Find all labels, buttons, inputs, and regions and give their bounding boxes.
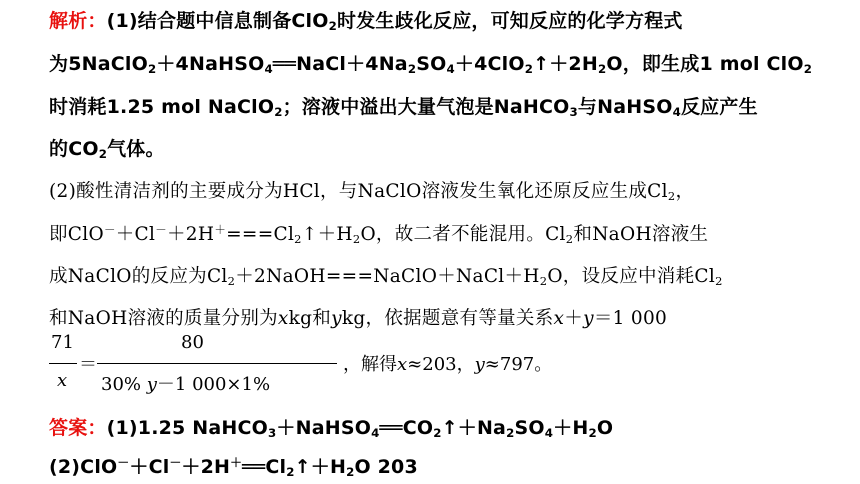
subscript: 4 (544, 425, 554, 440)
analysis-text: ＋4NaHSO (156, 53, 265, 75)
subscript: 2 (524, 61, 534, 76)
superscript: － (169, 455, 182, 470)
analysis-text: (1)结合题中信息制备ClO (106, 10, 329, 32)
variable-y: y (474, 354, 485, 375)
answer-text: O 203 (354, 456, 418, 478)
fraction-2-bar (97, 363, 337, 364)
solution-part: ，解得 (343, 354, 397, 375)
subscript: 2 (565, 231, 574, 246)
analysis-text: 成NaClO的反应为Cl (49, 266, 228, 287)
superscript: － (103, 222, 116, 237)
subscript: 2 (294, 231, 302, 246)
answer-text: ＋NaHSO (276, 417, 372, 439)
answer-text: ＋H (553, 417, 589, 439)
variable-x: x (553, 308, 565, 329)
solution-part: ≈203， (407, 354, 475, 375)
subscript: 2 (286, 464, 295, 479)
answer-text: O (596, 417, 614, 439)
analysis-text: ；溶液中溢出大量气泡是NaHCO (282, 96, 570, 118)
subscript: 2 (98, 146, 108, 161)
fraction-2-denominator (101, 370, 270, 396)
variable-y: y (331, 308, 342, 329)
analysis-text: SO (416, 53, 447, 75)
analysis-text: ＋4ClO (454, 53, 525, 75)
subscript: 2 (715, 273, 723, 288)
subscript: 2 (433, 425, 442, 440)
solution-part: ≈797。 (484, 354, 553, 375)
analysis-text: 为5NaClO (49, 53, 148, 75)
analysis-text: ===Cl (226, 224, 295, 245)
analysis-line-7 (49, 262, 723, 288)
fraction-1-denominator: x (57, 370, 68, 391)
subscript: 2 (803, 61, 813, 76)
variable-y: y (146, 374, 157, 395)
analysis-line-5 (49, 177, 694, 203)
analysis-text: ， (675, 181, 695, 202)
analysis-text: ↑＋2H (533, 53, 598, 75)
answer-text: SO (514, 417, 545, 439)
analysis-line-3 (49, 92, 758, 119)
answer-line-2 (49, 452, 418, 479)
solution-text (343, 350, 552, 376)
subscript: 2 (407, 61, 417, 76)
superscript: － (155, 222, 167, 237)
subscript: 3 (569, 104, 578, 119)
subscript: 2 (506, 425, 515, 440)
analysis-line-8 (49, 304, 667, 330)
analysis-text: 和NaOH溶液生 (573, 224, 709, 245)
analysis-line-1 (49, 6, 683, 33)
analysis-text: kg和 (288, 308, 332, 329)
analysis-text: 时发生歧化反应，可知反应的化学方程式 (337, 10, 683, 32)
subscript: 2 (588, 425, 597, 440)
analysis-text: 与NaHSO (577, 96, 673, 118)
subscript: 3 (268, 425, 277, 440)
analysis-text: kg，依据题意有等量关系 (341, 308, 554, 329)
analysis-text: ＋2NaOH===NaClO＋NaCl＋H (235, 266, 540, 287)
subscript: 2 (346, 464, 355, 479)
fraction-1-numerator: 71 (51, 332, 74, 353)
analysis-text: 气体。 (107, 138, 165, 160)
answer-text: (2)ClO (49, 456, 118, 478)
analysis-text: ↑＋H (301, 224, 353, 245)
analysis-text: 时消耗1.25 mol NaClO (49, 96, 275, 118)
subscript: 2 (274, 104, 283, 119)
subscript: 2 (597, 61, 607, 76)
analysis-text: ＋2H (167, 224, 215, 245)
subscript: 4 (371, 425, 380, 440)
denominator-text: 30% (101, 374, 147, 395)
answer-label: 答案： (49, 417, 107, 439)
analysis-line-4 (49, 134, 165, 161)
subscript: 2 (352, 231, 361, 246)
superscript: － (117, 455, 130, 470)
answer-text: ══CO (379, 417, 434, 439)
denominator-text: －1 000×1% (156, 374, 271, 395)
fraction-equation (49, 330, 569, 400)
analysis-text: 即ClO (49, 224, 104, 245)
subscript: 2 (147, 61, 157, 76)
analysis-label: 解析： (49, 10, 107, 32)
superscript: ＋ (214, 222, 227, 237)
fraction-2-numerator: 80 (181, 332, 204, 353)
analysis-text: O，设反应中消耗Cl (547, 266, 716, 287)
superscript: ＋ (230, 455, 243, 470)
analysis-text: ══NaCl＋4Na (272, 53, 408, 75)
subscript: 2 (539, 273, 548, 288)
variable-x: x (397, 354, 408, 375)
answer-line-1 (49, 413, 613, 440)
subscript: 2 (227, 273, 236, 288)
subscript: 4 (264, 61, 273, 76)
analysis-text: ＋ (564, 308, 584, 329)
analysis-text: (2)酸性清洁剂的主要成分为HCl，与NaClO溶液发生氧化还原反应生成Cl (49, 181, 668, 202)
analysis-text: 的CO (49, 138, 99, 160)
analysis-text: O，故二者不能混用。Cl (360, 224, 566, 245)
answer-text: ══Cl (242, 456, 287, 478)
answer-text: (1)1.25 NaHCO (106, 417, 269, 439)
analysis-line-6 (49, 220, 708, 246)
subscript: 4 (672, 104, 681, 119)
answer-text: ↑＋Na (441, 417, 507, 439)
analysis-text: ＋Cl (115, 224, 156, 245)
subscript: 4 (446, 61, 455, 76)
answer-text: ↑＋H (294, 456, 347, 478)
analysis-text: ＝1 000 (593, 308, 668, 329)
analysis-text: 反应产生 (680, 96, 758, 118)
variable-y: y (583, 308, 594, 329)
answer-text: ＋Cl (129, 456, 170, 478)
equals-sign: ＝ (79, 354, 97, 375)
subscript: 2 (667, 188, 676, 203)
subscript: 2 (328, 18, 337, 33)
variable-x: x (277, 308, 289, 329)
answer-text: ＋2H (181, 456, 231, 478)
fraction-1-bar (49, 363, 77, 364)
analysis-line-2 (49, 49, 812, 76)
analysis-text: O，即生成1 mol ClO (606, 53, 804, 75)
analysis-text: 和NaOH溶液的质量分别为 (49, 308, 278, 329)
